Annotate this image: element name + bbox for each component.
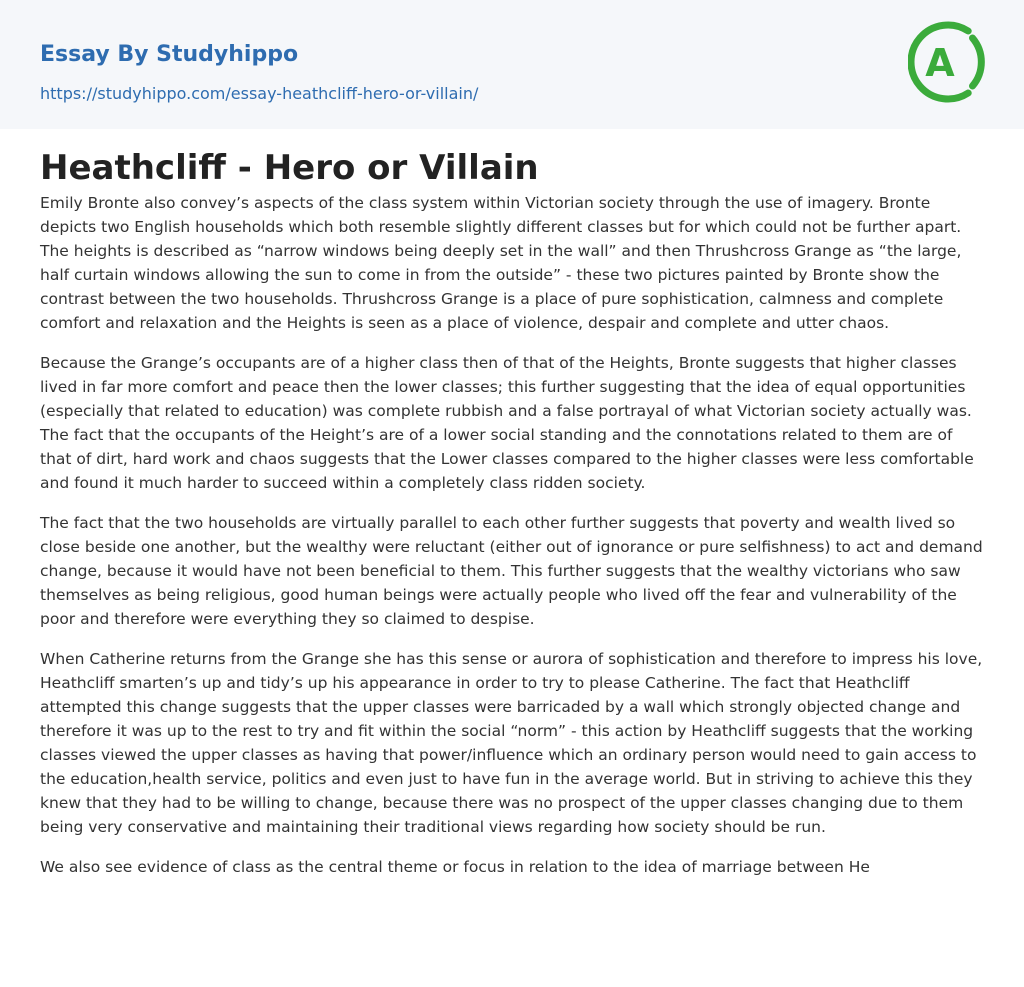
essay-paragraph-3: The fact that the two households are virtually parallel to each other further suggests that poverty and wealth lived so close beside one another, but the wealthy were reluctant (either out of ignorance or pure selfishness) to act and demand change, because it would have not been beneficial to them. This further suggests that the wealthy victorians who saw themselves as being religious, good human beings were actually people who lived off the fear and vulnerability of the poor and therefore were everything they so claimed to despise. bbox=[40, 514, 983, 628]
essay-paragraph-1: Emily Bronte also convey’s aspects of the class system within Victorian society through the use of imagery. Bronte depicts two English households which both resemble slightly different classes but for which could not be further apart. The heights is described as “narrow windows being deeply set in the wall” and then Thrushcross Grange as “the large, half curtain windows allowing the sun to come in from the outside” - these two pictures painted by Bronte show the contrast between the two households. Thrushcross Grange is a place of pure sophistication, calmness and complete comfort and relaxation and the Heights is seen as a place of violence, despair and complete and utter chaos. bbox=[40, 194, 962, 332]
essay-paragraph-2: Because the Grange’s occupants are of a higher class then of that of the Heights, Bronte suggests that higher classes lived in far more comfort and peace then the lower classes; this further suggesting that the idea of equal opportunities (especially that related to education) was complete rubbish and a false portrayal of what Victorian society actually was. The fact that the occupants of the Height’s are of a lower social standing and the connotations related to them are of that of dirt, hard work and chaos suggests that the Lower classes compared to the higher classes were less comfortable and found it much harder to succeed within a completely class ridden society. bbox=[40, 354, 974, 492]
logo-letter: A bbox=[925, 41, 955, 85]
essay-paragraph-4: When Catherine returns from the Grange she has this sense or aurora of sophistication and therefore to impress his love, Heathcliff smarten’s up and tidy’s up his appearance in order to try to please Catherine. The fact that Heathcliff attempted this change suggests that the upper classes were barricaded by a wall which strongly objected change and therefore it was up to the rest to try and fit within the social “norm” - this action by Heathcliff suggests that the working classes viewed the upper classes as having that power/influence which an ordinary person would need to gain access to the education,health service, politics and even just to have fun in the average world. But in striving to achieve this they knew that they had to be willing to change, because there was no prospect of the upper classes changing due to them being very conservative and maintaining their traditional views regarding how society should be run. bbox=[40, 650, 983, 836]
essay-url-link[interactable]: https://studyhippo.com/essay-heathcliff-hero-or-villain/ bbox=[40, 84, 479, 103]
essay-paragraph-5: We also see evidence of class as the central theme or focus in relation to the idea of marriage between He bbox=[40, 858, 870, 876]
brand-title: Essay By Studyhippo bbox=[40, 42, 299, 67]
essay-content bbox=[0, 129, 1024, 879]
site-header bbox=[0, 0, 1024, 129]
essay-title: Heathcliff - Hero or Villain bbox=[40, 148, 539, 188]
studyhippo-logo-icon[interactable] bbox=[908, 16, 988, 108]
